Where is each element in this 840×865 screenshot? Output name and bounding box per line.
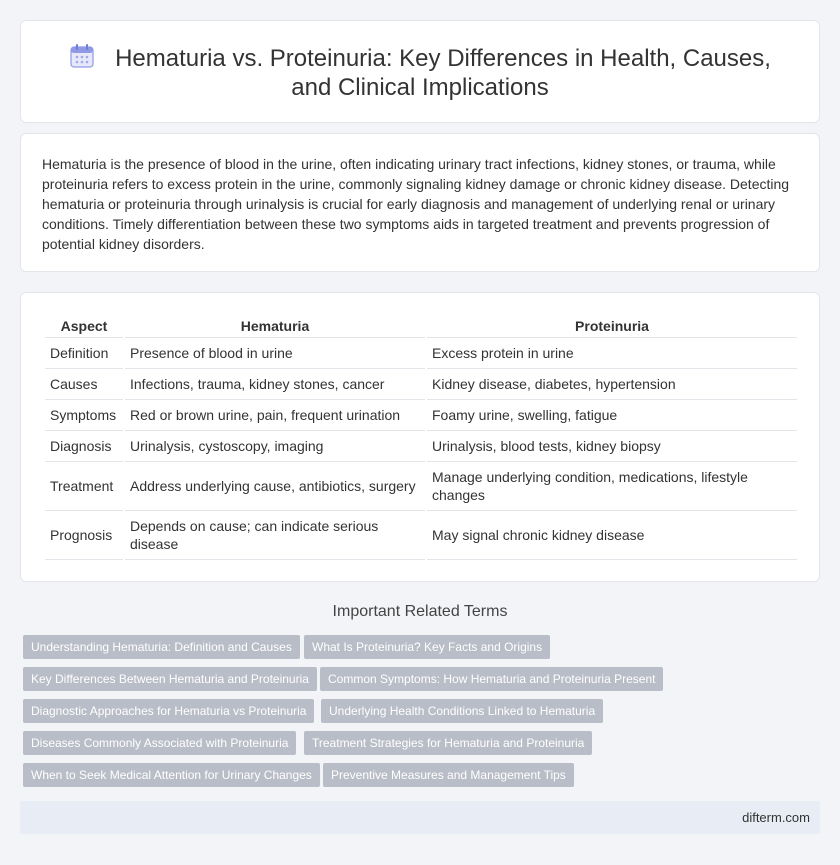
cell-hematuria: Urinalysis, cystoscopy, imaging — [125, 431, 425, 462]
related-term-link[interactable]: Preventive Measures and Management Tips — [323, 763, 574, 787]
cell-aspect: Symptoms — [45, 400, 123, 431]
cell-hematuria: Presence of blood in urine — [125, 338, 425, 369]
intro-paragraph: Hematuria is the presence of blood in the urine, often indicating urinary tract infections, kidney stones, or trauma, while proteinuria refers to excess protein in the urine, commonly signaling kidney damage or chronic kidney disease. Detecting hematuria or proteinuria through urinalysis is crucial for early diagnosis and management of underlying renal or urinary conditions. Timely differentiation between these two symptoms aids in targeted treatment and prevents progression of potential kidney disorders. — [42, 156, 790, 252]
related-term-link[interactable]: Underlying Health Conditions Linked to Hematuria — [321, 699, 603, 723]
intro-card — [20, 133, 820, 272]
table-row — [45, 431, 797, 462]
table-row — [45, 338, 797, 369]
comparison-table — [43, 315, 799, 560]
table-row — [45, 369, 797, 400]
table-row — [45, 462, 797, 511]
footer-site-link[interactable]: difterm.com — [742, 810, 810, 825]
cell-proteinuria: Excess protein in urine — [427, 338, 797, 369]
page-header — [21, 43, 819, 102]
footer-bar — [20, 801, 820, 834]
related-term-link[interactable]: What Is Proteinuria? Key Facts and Origins — [304, 635, 550, 659]
cell-proteinuria: Urinalysis, blood tests, kidney biopsy — [427, 431, 797, 462]
cell-hematuria: Red or brown urine, pain, frequent urination — [125, 400, 425, 431]
cell-aspect: Diagnosis — [45, 431, 123, 462]
title-card — [20, 20, 820, 123]
related-term-link[interactable]: When to Seek Medical Attention for Urinary Changes — [23, 763, 320, 787]
cell-proteinuria: Foamy urine, swelling, fatigue — [427, 400, 797, 431]
related-term-link[interactable]: Diagnostic Approaches for Hematuria vs Proteinuria — [23, 699, 314, 723]
cell-aspect: Treatment — [45, 462, 123, 511]
table-row — [45, 400, 797, 431]
header-aspect: Aspect — [45, 315, 123, 338]
cell-proteinuria: Kidney disease, diabetes, hypertension — [427, 369, 797, 400]
header-hematuria: Hematuria — [125, 315, 425, 338]
header-proteinuria: Proteinuria — [427, 315, 797, 338]
calendar-icon — [69, 43, 95, 69]
related-term-link[interactable]: Common Symptoms: How Hematuria and Proteinuria Present — [320, 667, 663, 691]
cell-hematuria: Address underlying cause, antibiotics, surgery — [125, 462, 425, 511]
cell-hematuria: Depends on cause; can indicate serious disease — [125, 511, 425, 560]
cell-hematuria: Infections, trauma, kidney stones, cancer — [125, 369, 425, 400]
comparison-card — [20, 292, 820, 582]
related-term-link[interactable]: Treatment Strategies for Hematuria and Proteinuria — [304, 731, 592, 755]
table-row — [45, 511, 797, 560]
cell-aspect: Prognosis — [45, 511, 123, 560]
cell-proteinuria: May signal chronic kidney disease — [427, 511, 797, 560]
related-term-link[interactable]: Understanding Hematuria: Definition and Causes — [23, 635, 300, 659]
cell-aspect: Definition — [45, 338, 123, 369]
page-title: Hematuria vs. Proteinuria: Key Differences in Health, Causes, and Clinical Implications — [115, 45, 771, 101]
cell-proteinuria: Manage underlying condition, medications, lifestyle changes — [427, 462, 797, 511]
related-terms-heading: Important Related Terms — [332, 603, 508, 620]
related-term-link[interactable]: Diseases Commonly Associated with Proteinuria — [23, 731, 296, 755]
cell-aspect: Causes — [45, 369, 123, 400]
related-term-link[interactable]: Key Differences Between Hematuria and Proteinuria — [23, 667, 317, 691]
